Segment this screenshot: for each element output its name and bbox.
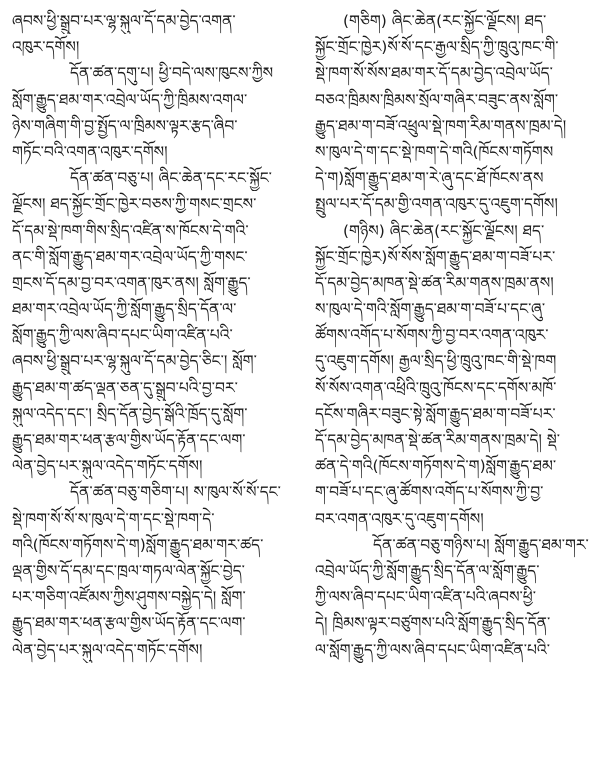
right-column-text-line: དུ་འཇུག་དགོས། རྒྱལ་སྲིད་ཕྱི་ཁྲུའུ་ཁང་གི་སྡེ་ཁག [315,352,557,371]
left-column-text-line: ཉེས་གཞིག་གི་བྱ་སྤྱོད་ལ་ཁྲིམས་ལྟར་རྩད་ཞིབ་ [12,116,238,135]
left-column-text-line: ཞབས་ཕྱི་སྒྲུབ་པར་ལྷ་སྐུལ་དོ་དམ་བྱེད་འགན་ [12,12,236,30]
left-column-text-line: རྒྱུད་ཐམ་གར་ཕན་རྩལ་གྱིས་ཡོད་རྟོན་དང་ལག་ [12,431,246,449]
right-column-text-line: དངོས་གཞིར་བཟུང་སྟེ་སློག་རྒྱུད་ཐམ་ག་བཟོ་པར་ [315,404,556,423]
left-column-text-line: རྒྱུད་ཐམ་ག་ཚད་ལྡན་ཅན་དུ་སྒྲུབ་པའི་བྱ་བར་ [12,378,238,397]
right-column-text-line: སྐྱོང་གྲོང་ཁྱེར)སོ་སོས་སློག་རྒྱུད་ཐམ་ག་བཟོ་པར་ [315,247,556,266]
left-column-text-line: སྡེ་ཁག་སོ་སོ་ས་ཁུལ་དེ་ག་དང་སྡེ་ཁག་དེ་ [12,509,215,528]
left-column-text-line: གྲངས་དོ་དམ་བྱ་བར་འགན་ཁུར་ནས། སློག་རྒྱུད་ [12,273,251,292]
right-column-text-line: (གཉིས) ཞིང་ཆེན(རང་སྐྱོང་ལྗོངས། ཐད་ [343,221,545,240]
right-column [315,8,594,777]
right-column-text-line: ས་ཁུལ་དེ་གའི་སློག་རྒྱུད་ཐམ་ག་བཟོ་པ་དང་ཞུ་ [315,300,546,319]
right-column-text-line: བཅའ་ཁྲིམས་ཁྲིམས་སྲོལ་གཞིར་བཟུང་ནས་སློག་ [315,90,559,109]
left-column-text-line: ལེན་བྱེད་པར་སྐུལ་འདེད་གཏོང་དགོས། [12,640,203,659]
right-column-text-line: བར་འགན་འཁུར་དུ་འཇུག་དགོས། [315,509,484,528]
left-column-text-line: གཏོང་བའི་འགན་འཁུར་དགོས། [12,142,168,161]
left-column-text-line: དོན་ཚན་བཅུ་པ། ཞིང་ཆེན་དང་རང་སྐྱོང་ [70,169,272,188]
left-column-text-line: དོན་ཚན་དགུ་པ། ཕྱི་བདེ་ལས་ཁུངས་ཀྱིས [70,64,274,83]
right-column-text-line: སྡེ་ཁག་སོ་སོས་ཐམ་གར་དོ་དམ་བྱེད་འབྲེལ་ཡོད་ [315,64,553,83]
right-column-text-line: རྒྱུད་ཐམ་ག་བཟོ་འཕྲུལ་སྡེ་ཁག་རིམ་གནས་ཁྲམ་དེ། [315,116,567,135]
left-column-text-line: སློག་རྒྱུད་ཐམ་གར་འབྲེལ་ཡོད་ཀྱི་ཁྲིམས་འགལ་ [12,90,248,109]
left-column-text-line: འཁུར་དགོས། [12,38,80,57]
left-column-text-line: ལྗོངས། ཐད་སྐྱོང་གྲོང་ཁྱེར་བཅས་ཀྱི་གསང་གྲངས་ [12,195,257,214]
right-column-text-line: (གཅིག) ཞིང་ཆེན(རང་སྐྱོང་ལྗོངས། ཐད་ [343,12,547,30]
left-column-text-line: ཞབས་ཕྱི་སྒྲུབ་པར་ལྷ་སྐུལ་དོ་དམ་བྱེད་ཅིང་། སློག་ [12,352,257,371]
right-column-text-line: ཚོགས་འགོད་པ་སོགས་ཀྱི་བྱ་བར་འགན་འཁུར་ [315,326,549,345]
left-column-text-line: པར་གཅིག་འཛོམས་ཀྱིས་ཤུགས་བསྐྱེད་དེ། སློག་ [12,588,246,607]
right-column-text-line: འབྲེལ་ཡོད་ཀྱི་སློག་རྒྱུད་སྲིད་དོན་ལ་སློག་རྒྱུད་ [315,561,540,580]
left-column-text-line: ནང་གི་སློག་རྒྱུད་ཐམ་གར་འབྲེལ་ཡོད་ཀྱི་གསང་ [12,247,248,266]
left-column-text-line: ལྡན་གྱིས་དོ་དམ་དང་ཁྲལ་གཏལ་ལེན་སྐྱོང་བྱེད་ [12,561,245,580]
right-column-text-line: ཀྱི་ལས་ཞིབ་དཔང་ཡིག་འཛིན་པའི་ཞབས་ཕྱི་ [315,588,536,607]
left-column-text-line: རྒྱུད་ཐམ་གར་ཕན་རྩལ་གྱིས་ཡོད་རྟོན་དང་ལག་ [12,614,246,633]
right-column-text-line: ལ་སློག་རྒྱུད་ཀྱི་ལས་ཞིབ་དཔང་ཡིག་འཛིན་པའི་ [315,640,550,659]
left-column-text-line: ཐམ་གར་འབྲེལ་ཡོད་ཀྱི་སློག་རྒྱུད་སྲིད་དོན་ལ་ [12,300,237,319]
right-column-text-line: སོ་སོས་འགན་འཕྲིའི་ཁྲུའུ་ཁོངས་དང་དགོས་མཁོ་ [315,378,557,397]
right-column-text-line: དེ་ག)སློག་རྒྱུད་ཐམ་ག་རེ་ཞུ་དང་ཐོ་ཁོངས་ནས [315,169,544,188]
right-column-text-line: དོན་ཚན་བཅུ་གཉིས་པ། སློག་རྒྱུད་ཐམ་གར་ [373,535,589,554]
left-column-text-line: དོན་ཚན་བཅུ་གཅིག་པ། ས་ཁུལ་སོ་སོ་དང་ [70,483,281,502]
left-column [12,8,291,777]
right-column-text-line: དོ་དམ་བྱེད་མཁན་སྡེ་ཚན་རིམ་གནས་ཁྲམ་ནས། [315,273,554,292]
left-column-text-line: དོ་དམ་སྡེ་ཁག་གིས་སྲིད་འཛིན་ས་ཁོངས་དེ་གའི་ [12,221,249,240]
right-column-text-line: ཚན་དེ་གའི(ཁོངས་གཏོགས་དེ་ག)སློག་རྒྱུད་ཐམ་ [315,457,557,476]
right-column-text-line: ས་ཁུལ་དེ་ག་དང་སྡེ་ཁག་དེ་གའི(ཁོངས་གཏོགས [315,142,554,161]
left-column-text-line: ལེན་བྱེད་པར་སྐུལ་འདེད་གཏོང་དགོས། [12,457,203,476]
right-column-text-line: དོ་དམ་བྱེད་མཁན་སྡེ་ཚན་རིམ་གནས་ཁྲམ་དེ། སྡེ་ [315,431,561,449]
left-column-text-line: གའི(ཁོངས་གཏོགས་དེ་ག)སློག་རྒྱུད་ཐམ་གར་ཚད་ [12,535,264,554]
left-column-text-line: སྐུལ་འདེད་དང་། སྲིད་དོན་བྱེད་སྒོའི་ཁྲོད་དུ་སློག་ [12,404,248,423]
right-column-text-line: དེ། ཁྲིམས་ལྟར་བཙུགས་པའི་སློག་རྒྱུད་སྲིད་དོན་ [315,614,551,633]
right-column-text-line: སྐྱོང་གྲོང་ཁྱེར)སོ་སོ་དང་རྒྱལ་སྲིད་ཀྱི་ཁྲུའུ་ཁང་གི་ [315,38,559,57]
left-column-text-line: སློག་རྒྱུད་ཀྱི་ལས་ཞིབ་དཔང་ཡིག་འཛིན་པའི་ [12,326,233,345]
right-column-text-line: སྤྲུལ་པར་དོ་དམ་གྱི་འགན་འཁུར་དུ་འཇུག་དགོས། [315,195,558,214]
right-column-text-line: ག་བཟོ་པ་དང་ཞུ་ཚོགས་འགོད་པ་སོགས་ཀྱི་བྱ་ [315,483,544,502]
